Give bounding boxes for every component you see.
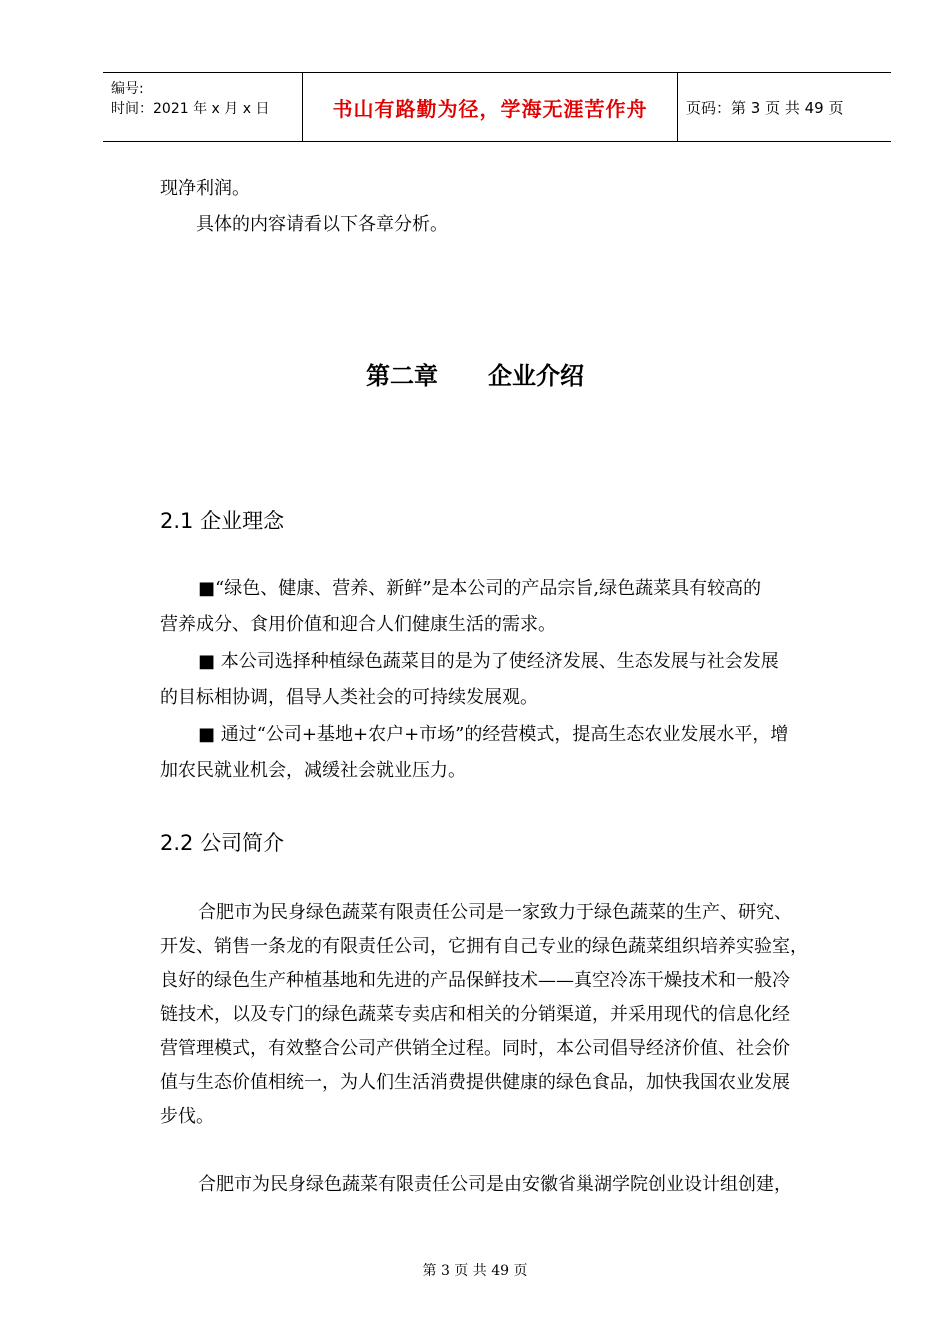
bullet-1-line-2: 营养成分、食用价值和迎合人们健康生活的需求。 [160,614,556,635]
page-footer: 第 3 页 共 49 页 [422,1263,528,1279]
header-page-info: 页码：第 3 页 共 49 页 [686,98,844,117]
para-1-line-3: 良好的绿色生产种植基地和先进的产品保鲜技术——真空冷冻干燥技术和一般冷 [160,970,790,991]
chapter-number: 第二章 [366,362,438,390]
para-2-line-1: 合肥市为民身绿色蔬菜有限责任公司是由安徽省巢湖学院创业设计组创建， [198,1174,792,1195]
header-number-label: 编号: [111,81,144,97]
header-meta-cell [103,73,303,141]
section-heading-2-1: 2.1 企业理念 [160,509,285,533]
bullet-1-line-1: ■“绿色、健康、营养、新鲜”是本公司的产品宗旨,绿色蔬菜具有较高的 [198,578,762,599]
para-1-line-4: 链技术，以及专门的绿色蔬菜专卖店和相关的分销渠道，并采用现代的信息化经 [160,1004,790,1025]
section-heading-2-2: 2.2 公司简介 [160,831,285,855]
bullet-2-line-1: ■ 本公司选择种植绿色蔬菜目的是为了使经济发展、生态发展与社会发展 [198,651,779,672]
para-1-line-1: 合肥市为民身绿色蔬菜有限责任公司是一家致力于绿色蔬菜的生产、研究、 [198,902,792,923]
para-1-line-7: 步伐。 [160,1106,214,1127]
bullet-3-line-1: ■ 通过“公司+基地+农户+市场”的经营模式，提高生态农业发展水平，增 [198,724,789,745]
bullet-3-line-2: 加农民就业机会，减缓社会就业压力。 [160,760,466,781]
chapter-title: 企业介绍 [488,362,584,390]
para-1-line-2: 开发、销售一条龙的有限责任公司，它拥有自己专业的绿色蔬菜组织培养实验室， [160,936,808,957]
header-motto: 书山有路勤为径，学海无涯苦作舟 [303,73,678,141]
chapter-heading [0,356,950,391]
intro-line-1: 现净利润。 [160,178,250,199]
document-header [103,72,891,142]
intro-line-2: 具体的内容请看以下各章分析。 [196,214,448,235]
para-1-line-5: 营管理模式，有效整合公司产供销全过程。同时，本公司倡导经济价值、社会价 [160,1038,790,1059]
bullet-2-line-2: 的目标相协调，倡导人类社会的可持续发展观。 [160,687,538,708]
header-time-label: 时间：2021 年 x 月 x 日 [111,101,270,117]
para-1-line-6: 值与生态价值相统一，为人们生活消费提供健康的绿色食品，加快我国农业发展 [160,1072,790,1093]
